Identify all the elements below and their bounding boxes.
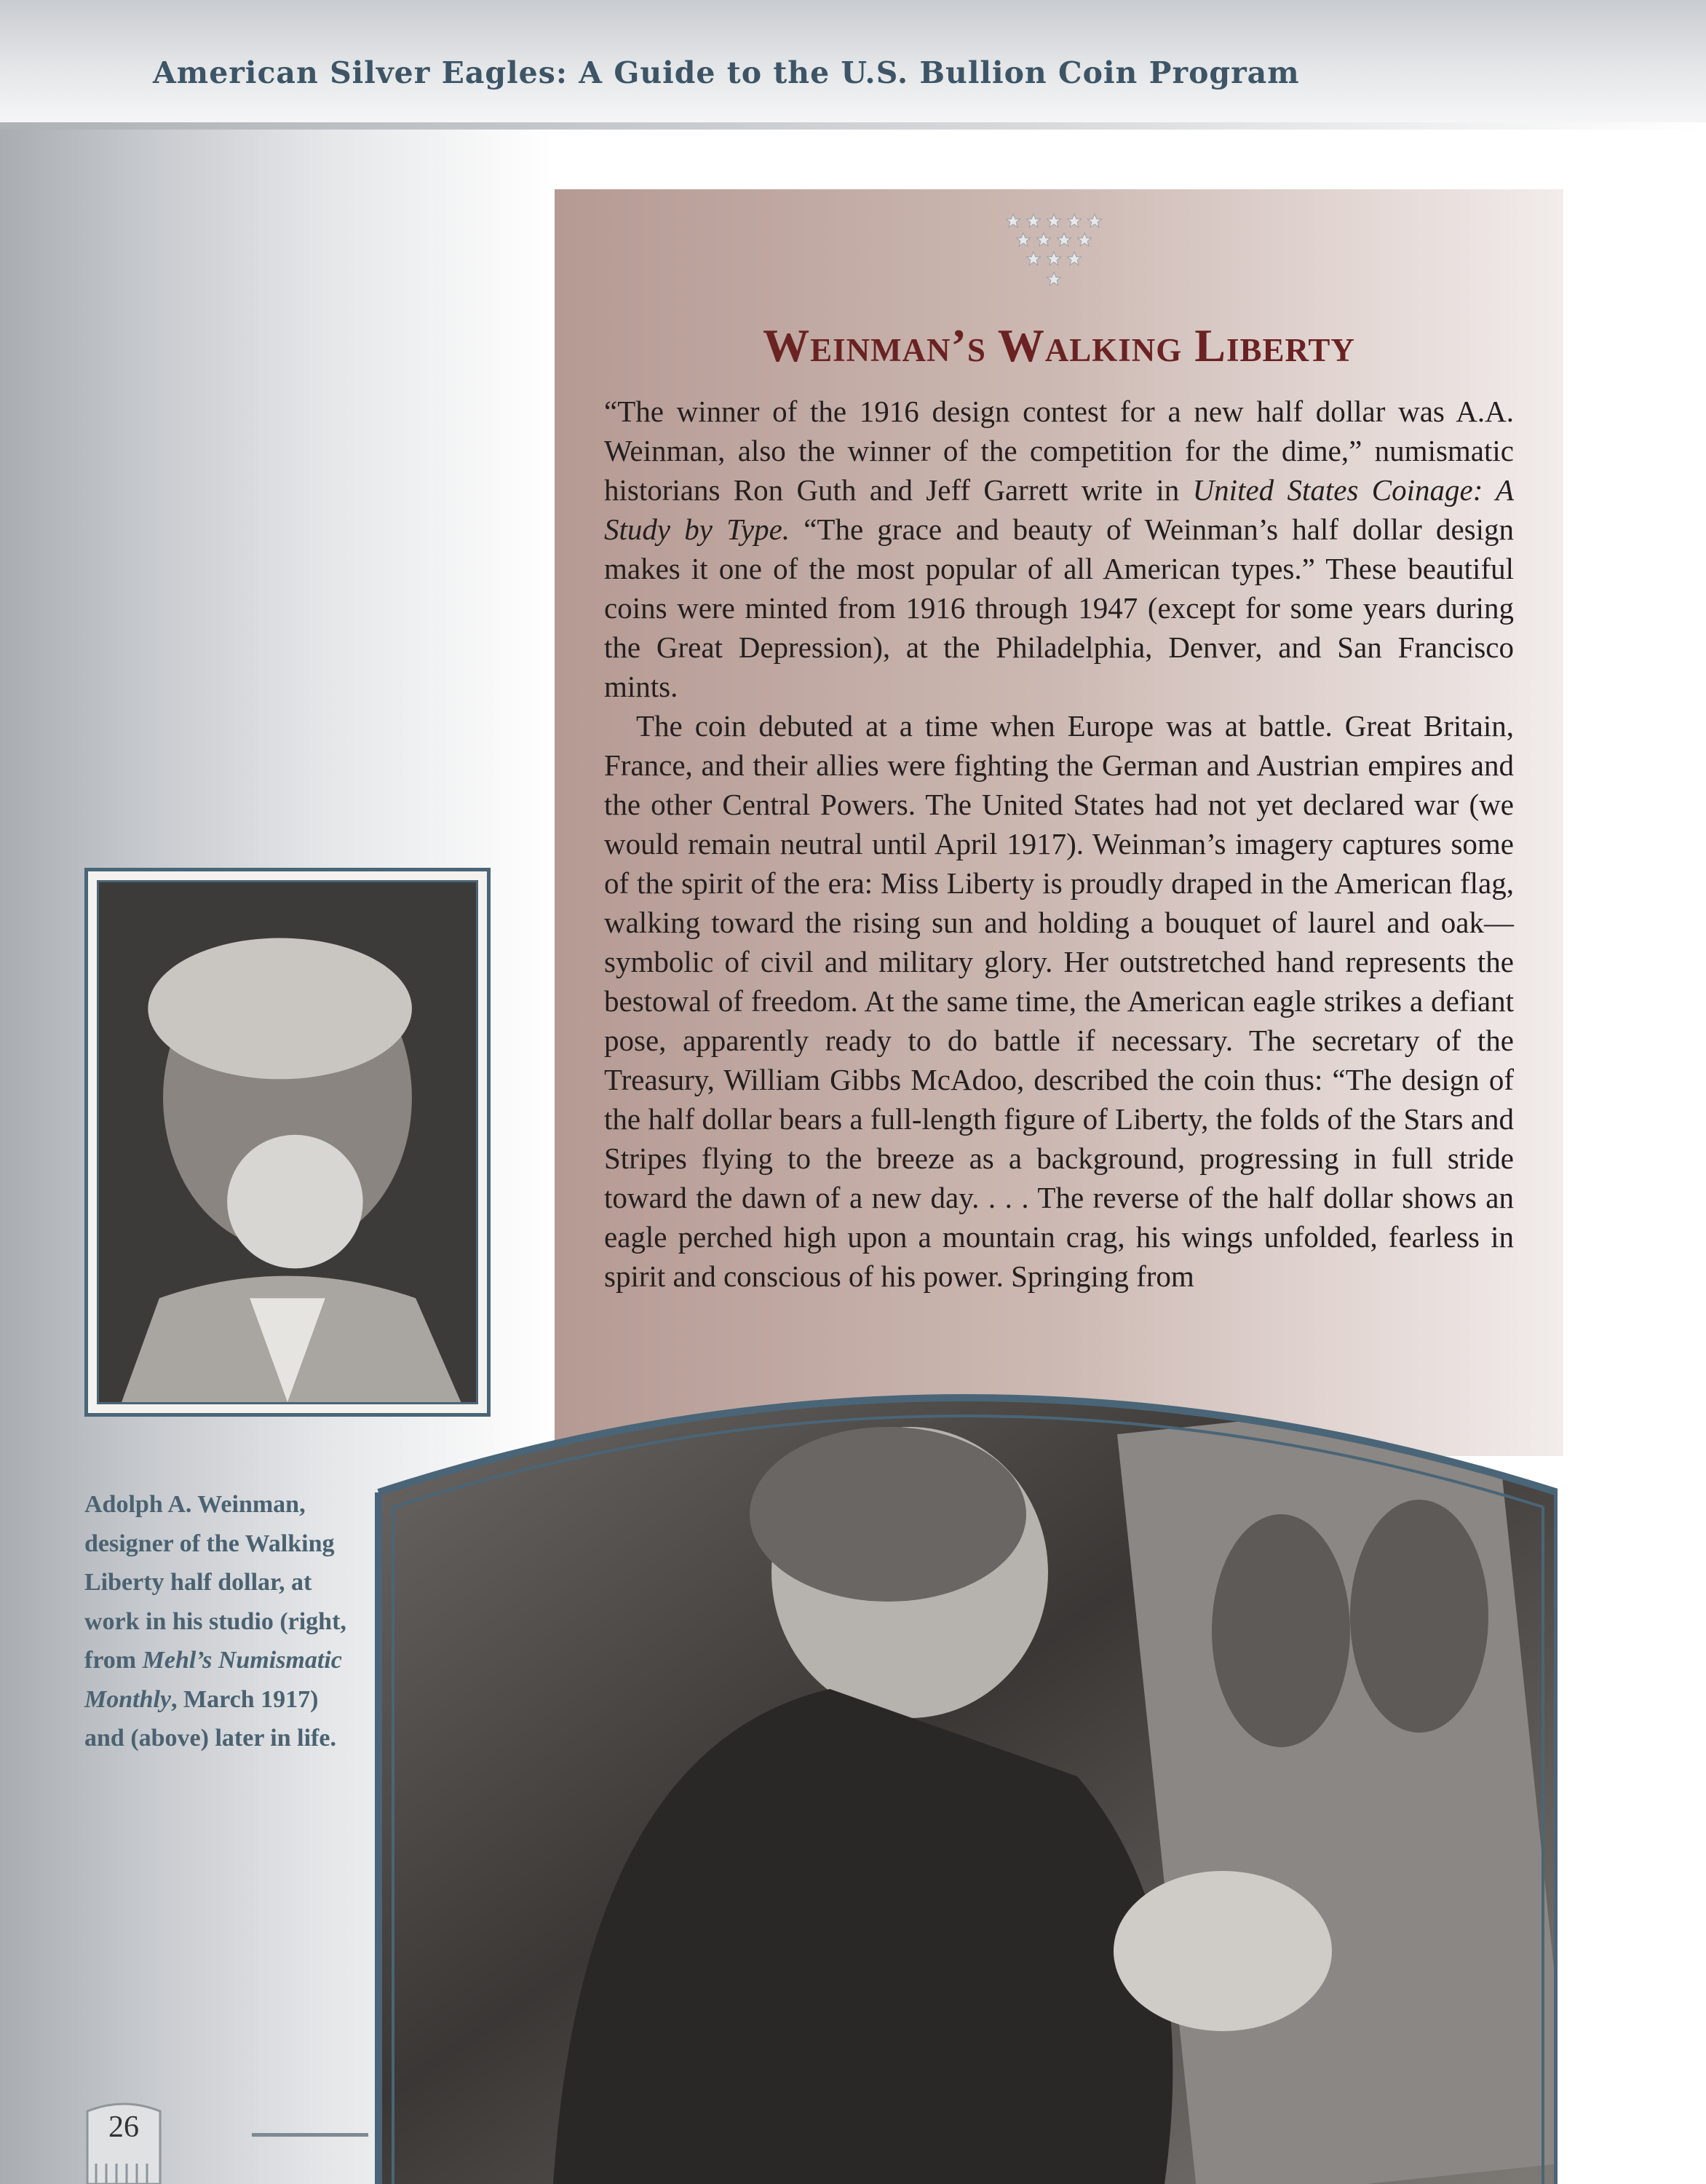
caption-publication: Mehl’s Numismatic Monthly (84, 1647, 342, 1713)
paragraph-1-text-end: “The grace and beauty of Weinman’s half dollar design makes it one of the most popular of all American types.” These beautiful coins were minted from 1916 through 1947 (except for some years during the Great Depression), at the Philadelphia, Denver, and San Francisco mints. (604, 513, 1514, 703)
paragraph-1 (604, 392, 1514, 706)
stars-ornament-icon (997, 211, 1114, 298)
book-title: United States Coinage: A Study by Type. (604, 473, 1514, 546)
article-body (604, 392, 1514, 1296)
page-header (0, 0, 1706, 124)
footer-rule (252, 2133, 368, 2137)
portrait-figure-icon (99, 882, 476, 1402)
photo-caption (84, 1485, 346, 1758)
page-number: 26 (108, 2110, 139, 2144)
caption-text-end: , March 1917) and (above) later in life. (84, 1685, 336, 1752)
portrait-frame (84, 868, 491, 1417)
paragraph-2: The coin debuted at a time when Europe was at battle. Great Britain, France, and their allies were fighting the German and Austrian empires and the other Central Powers. The United States had not yet declared war (we would remain neutral until April 1917). Weinman’s imagery captures some of the spirit of the era: Miss Liberty is proudly draped in the American flag, walking toward the rising sun and holding a bouquet of laurel and oak—symbolic of civil and military glory. Her outstretched hand represents the bestowal of freedom. At the same time, the American eagle strikes a defiant pose, apparently ready to do battle if necessary. The secretary of the Treasury, William Gibbs McAdoo, described the coin thus: “The design of the half dollar bears a full-length figure of Liberty, the folds of the Stars and Stripes flying to the breeze as a background, progressing in full stride toward the dawn of a new day. . . . The reverse of the half dollar shows an eagle perched high upon a mountain crag, his wings unfolded, fearless in spirit and conscious of his power. Springing from (604, 709, 1514, 1293)
portrait-photo (97, 880, 478, 1404)
article-title: Weinman’s Walking Liberty (763, 320, 1355, 371)
header-divider (0, 122, 1706, 130)
paragraph-1-text: “The winner of the 1916 design contest for a new half dollar was A.A. Weinman, also the winner of the competition for the dime,” numismatic historians Ron Guth and Jeff Garrett write in (604, 395, 1514, 507)
caption-text: Adolph A. Weinman, designer of the Walking Liberty half dollar, at work in his studio (right, from (84, 1491, 346, 1674)
running-header-title: American Silver Eagles: A Guide to the U.S. Bullion Coin Program (153, 55, 1300, 90)
studio-photo (364, 1369, 1558, 2184)
